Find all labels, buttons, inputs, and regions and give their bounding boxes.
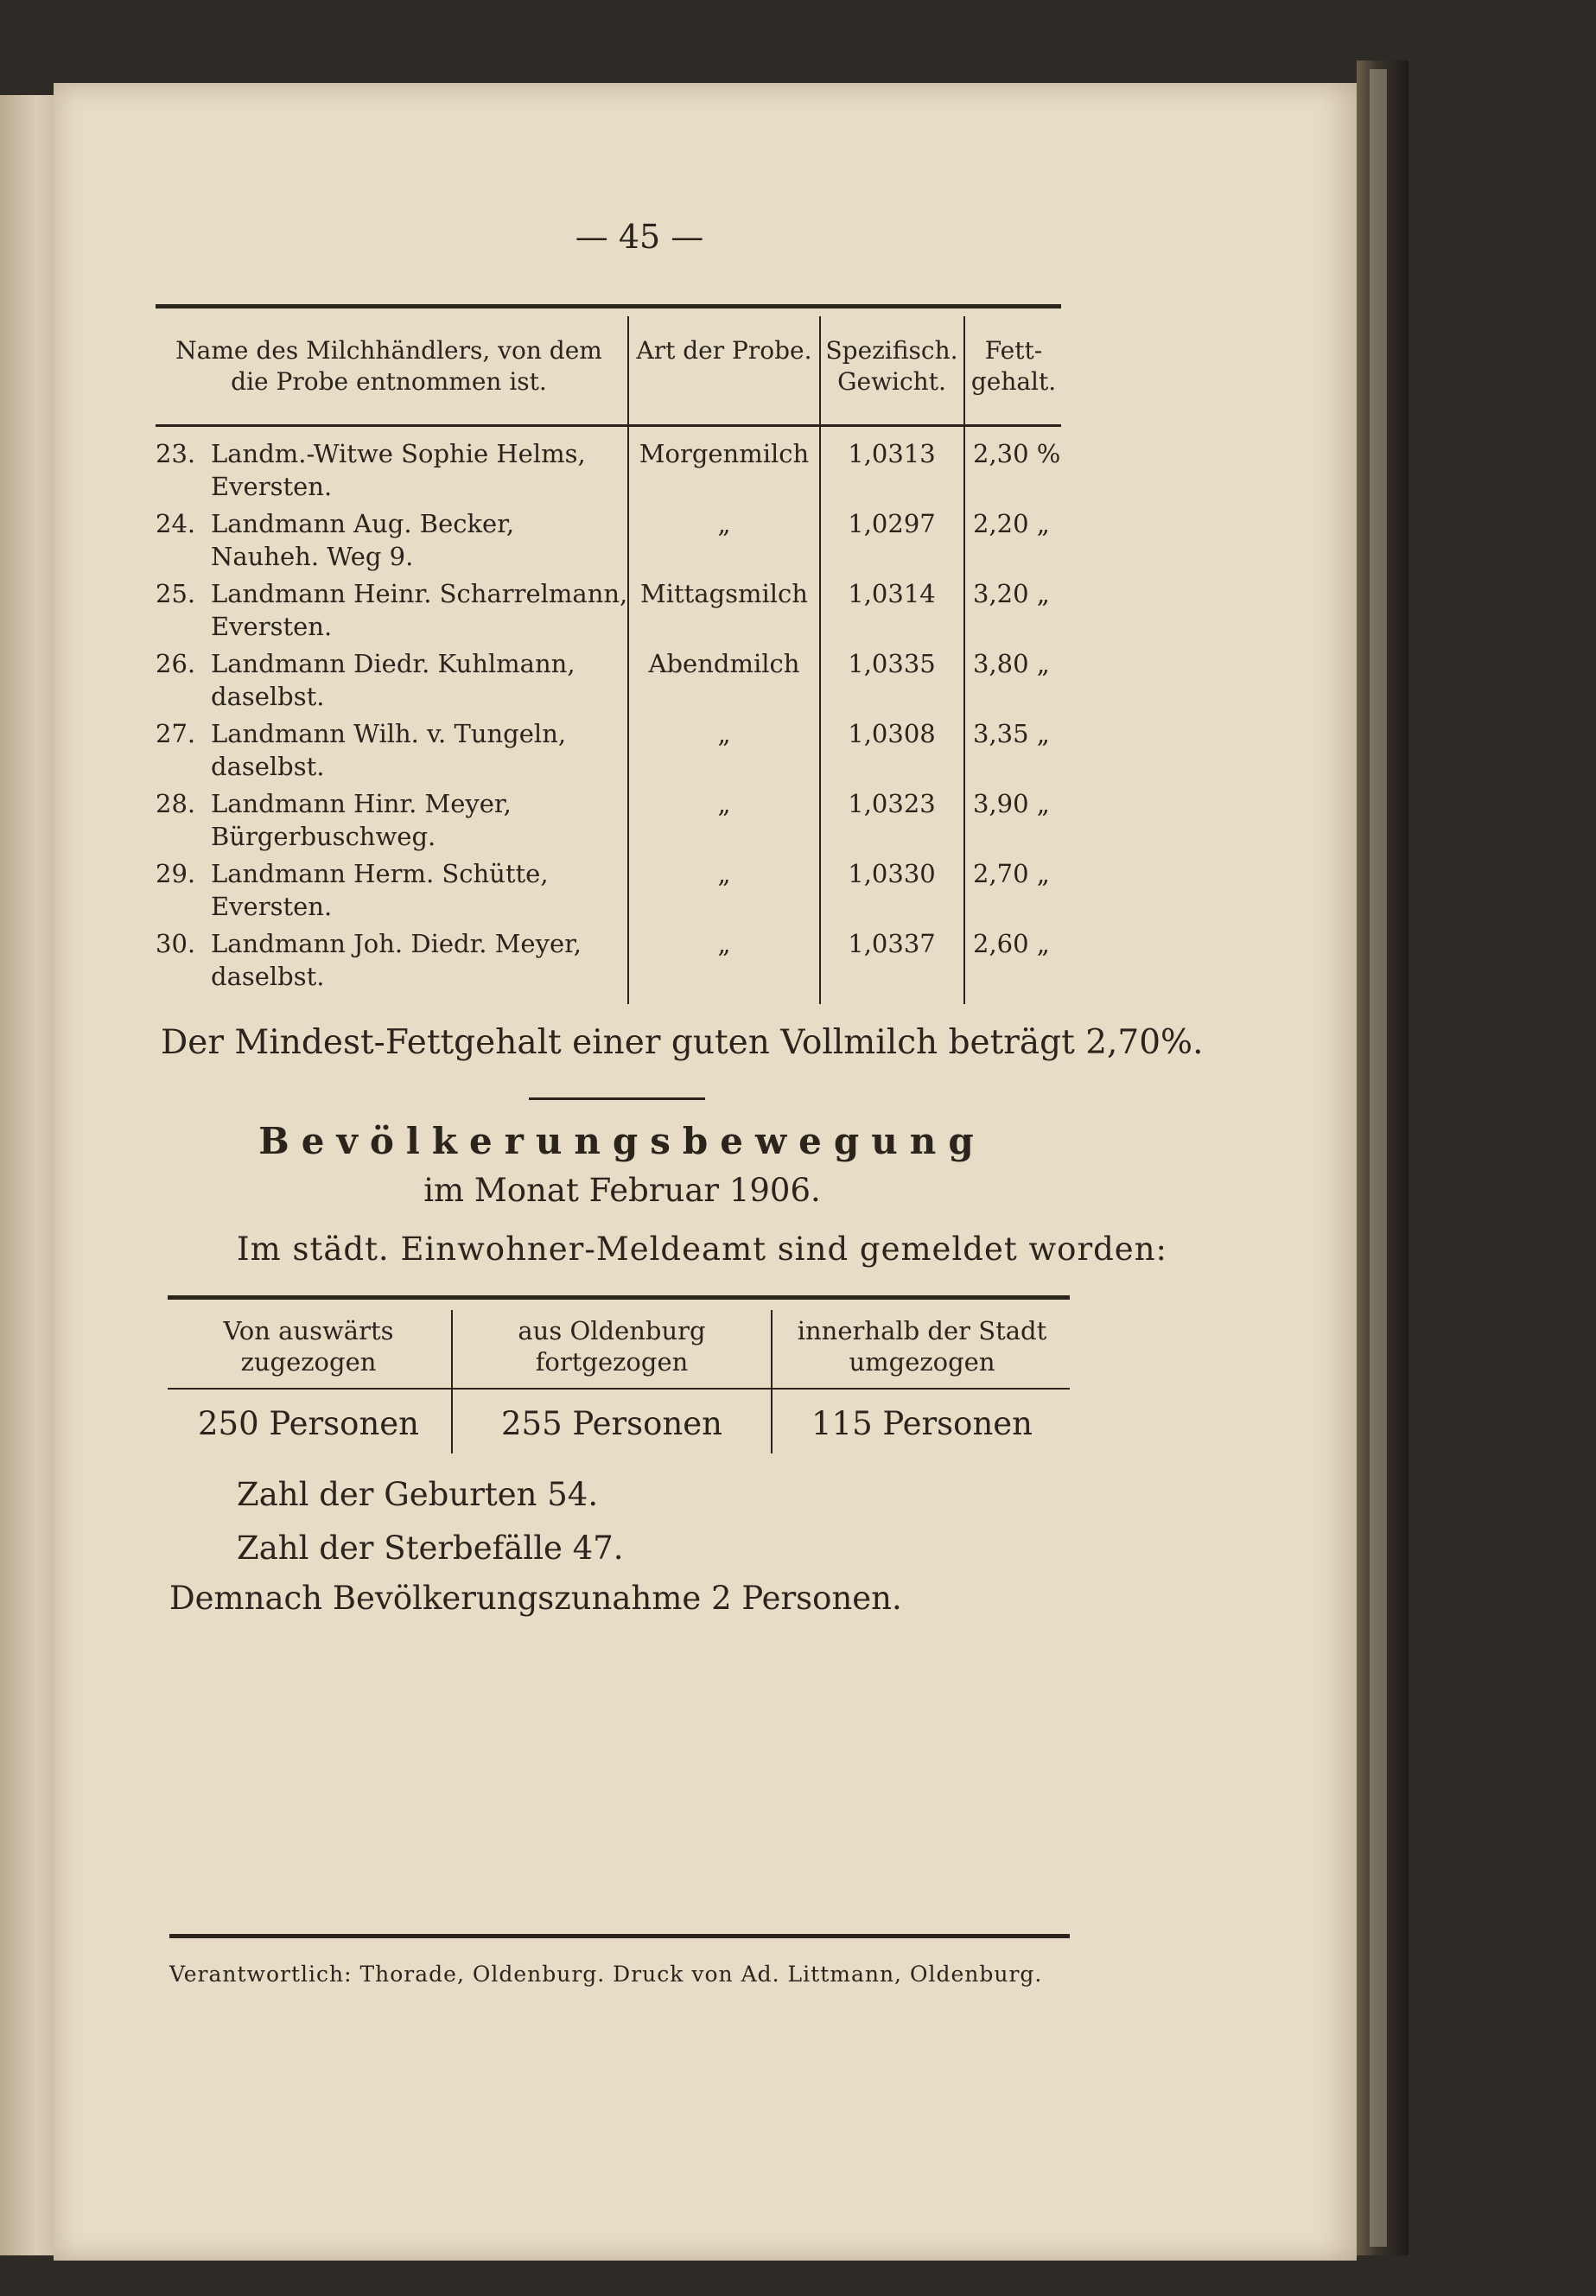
- dealer-name: Landmann Herm. Schütte,: [211, 859, 549, 888]
- fat-content: 2,20 „: [973, 509, 1050, 538]
- dealer-place: Eversten.: [211, 892, 333, 921]
- dealer-name: Landm.-Witwe Sophie Helms,: [211, 439, 586, 468]
- column-divider: [451, 1310, 453, 1453]
- specific-gravity: 1,0313: [848, 439, 936, 468]
- sample-type: Mittagsmilch: [640, 579, 808, 608]
- column-divider: [627, 316, 629, 1004]
- specific-gravity: 1,0337: [848, 929, 936, 958]
- sample-type: „: [717, 859, 731, 888]
- fat-content: 2,30 %: [973, 439, 1061, 468]
- dealer-place: daselbst.: [211, 962, 325, 991]
- specific-gravity: 1,0335: [848, 649, 936, 678]
- row-number: 26.: [156, 649, 196, 678]
- table-top-rule: [168, 1295, 1070, 1300]
- specific-gravity: 1,0308: [848, 719, 936, 748]
- sample-type: Abendmilch: [648, 649, 800, 678]
- specific-gravity: 1,0297: [848, 509, 936, 538]
- specific-gravity: 1,0314: [848, 579, 936, 608]
- dealer-name: Landmann Joh. Diedr. Meyer,: [211, 929, 582, 958]
- header-art: Art der Probe.: [636, 336, 812, 365]
- dealer-place: Nauheh. Weg 9.: [211, 542, 414, 571]
- births-count: Zahl der Geburten 54.: [237, 1476, 599, 1513]
- row-number: 27.: [156, 719, 196, 748]
- specific-gravity: 1,0330: [848, 859, 936, 888]
- column-divider: [819, 316, 821, 1004]
- fat-content: 3,35 „: [973, 719, 1050, 748]
- imprint-footer: Verantwortlich: Thorade, Oldenburg. Druck von Ad. Littmann, Oldenburg.: [169, 1962, 1043, 1987]
- row-number: 23.: [156, 439, 196, 468]
- header-line: Von auswärts: [223, 1316, 394, 1345]
- row-number: 25.: [156, 579, 196, 608]
- deaths-count: Zahl der Sterbefälle 47.: [237, 1530, 624, 1567]
- dealer-place: daselbst.: [211, 752, 325, 781]
- header-name: Name des Milchhändlers, von dem die Probe entnommen ist.: [175, 336, 602, 396]
- table-header-rule: [156, 424, 1061, 427]
- section-title: Bevölkerungsbewegung: [258, 1120, 986, 1162]
- dealer-place: Eversten.: [211, 472, 333, 501]
- fat-content: 3,20 „: [973, 579, 1050, 608]
- section-divider: [529, 1097, 705, 1100]
- header-line: zugezogen: [240, 1347, 377, 1377]
- header-line: umgezogen: [849, 1347, 995, 1377]
- value-fortgezogen: 255 Personen: [500, 1405, 723, 1442]
- column-divider: [963, 316, 965, 1004]
- value-umgezogen: 115 Personen: [811, 1405, 1033, 1442]
- section-subtitle: im Monat Februar 1906.: [423, 1172, 821, 1209]
- left-page-edge: [0, 95, 60, 2255]
- sample-type: „: [717, 719, 731, 748]
- fat-content: 3,90 „: [973, 789, 1050, 818]
- row-number: 28.: [156, 789, 196, 818]
- header-line: fortgezogen: [535, 1347, 689, 1377]
- header-line: innerhalb der Stadt: [797, 1316, 1047, 1345]
- sample-type: „: [717, 929, 731, 958]
- fat-content: 3,80 „: [973, 649, 1050, 678]
- header-umgezogen: [774, 1315, 1070, 1377]
- sample-type: „: [717, 789, 731, 818]
- dealer-name: Landmann Aug. Becker,: [211, 509, 515, 538]
- sample-type: „: [717, 509, 731, 538]
- table-top-rule: [156, 304, 1061, 308]
- row-number: 30.: [156, 929, 196, 958]
- sample-type: Morgenmilch: [639, 439, 810, 468]
- row-number: 24.: [156, 509, 196, 538]
- fat-content: 2,60 „: [973, 929, 1050, 958]
- dealer-place: Eversten.: [211, 612, 333, 641]
- dealer-place: Bürgerbuschweg.: [211, 822, 436, 851]
- specific-gravity: 1,0323: [848, 789, 936, 818]
- header-gewicht: Spezifisch. Gewicht.: [825, 336, 958, 396]
- section-intro: Im städt. Einwohner-Meldeamt sind gemeldet worden:: [237, 1231, 1168, 1268]
- header-fett: Fett-gehalt.: [970, 336, 1057, 396]
- value-zugezogen: 250 Personen: [197, 1405, 420, 1442]
- population-increase: Demnach Bevölkerungszunahme 2 Personen.: [169, 1580, 902, 1617]
- footer-rule: [169, 1934, 1070, 1938]
- table-header-rule: [168, 1388, 1070, 1390]
- dealer-place: daselbst.: [211, 682, 325, 711]
- min-fat-note: Der Mindest-Fettgehalt einer guten Vollmilch beträgt 2,70%.: [161, 1023, 1204, 1062]
- fat-content: 2,70 „: [973, 859, 1050, 888]
- cover-edge: [1370, 69, 1387, 2247]
- page-number: — 45 —: [575, 218, 704, 256]
- dealer-name: Landmann Heinr. Scharrelmann,: [211, 579, 628, 608]
- dealer-name: Landmann Wilh. v. Tungeln,: [211, 719, 567, 748]
- row-number: 29.: [156, 859, 196, 888]
- dealer-name: Landmann Diedr. Kuhlmann,: [211, 649, 575, 678]
- dealer-name: Landmann Hinr. Meyer,: [211, 789, 512, 818]
- header-fortgezogen: [455, 1315, 769, 1377]
- header-zugezogen: [169, 1315, 448, 1377]
- header-line: aus Oldenburg: [518, 1316, 706, 1345]
- column-divider: [771, 1310, 773, 1453]
